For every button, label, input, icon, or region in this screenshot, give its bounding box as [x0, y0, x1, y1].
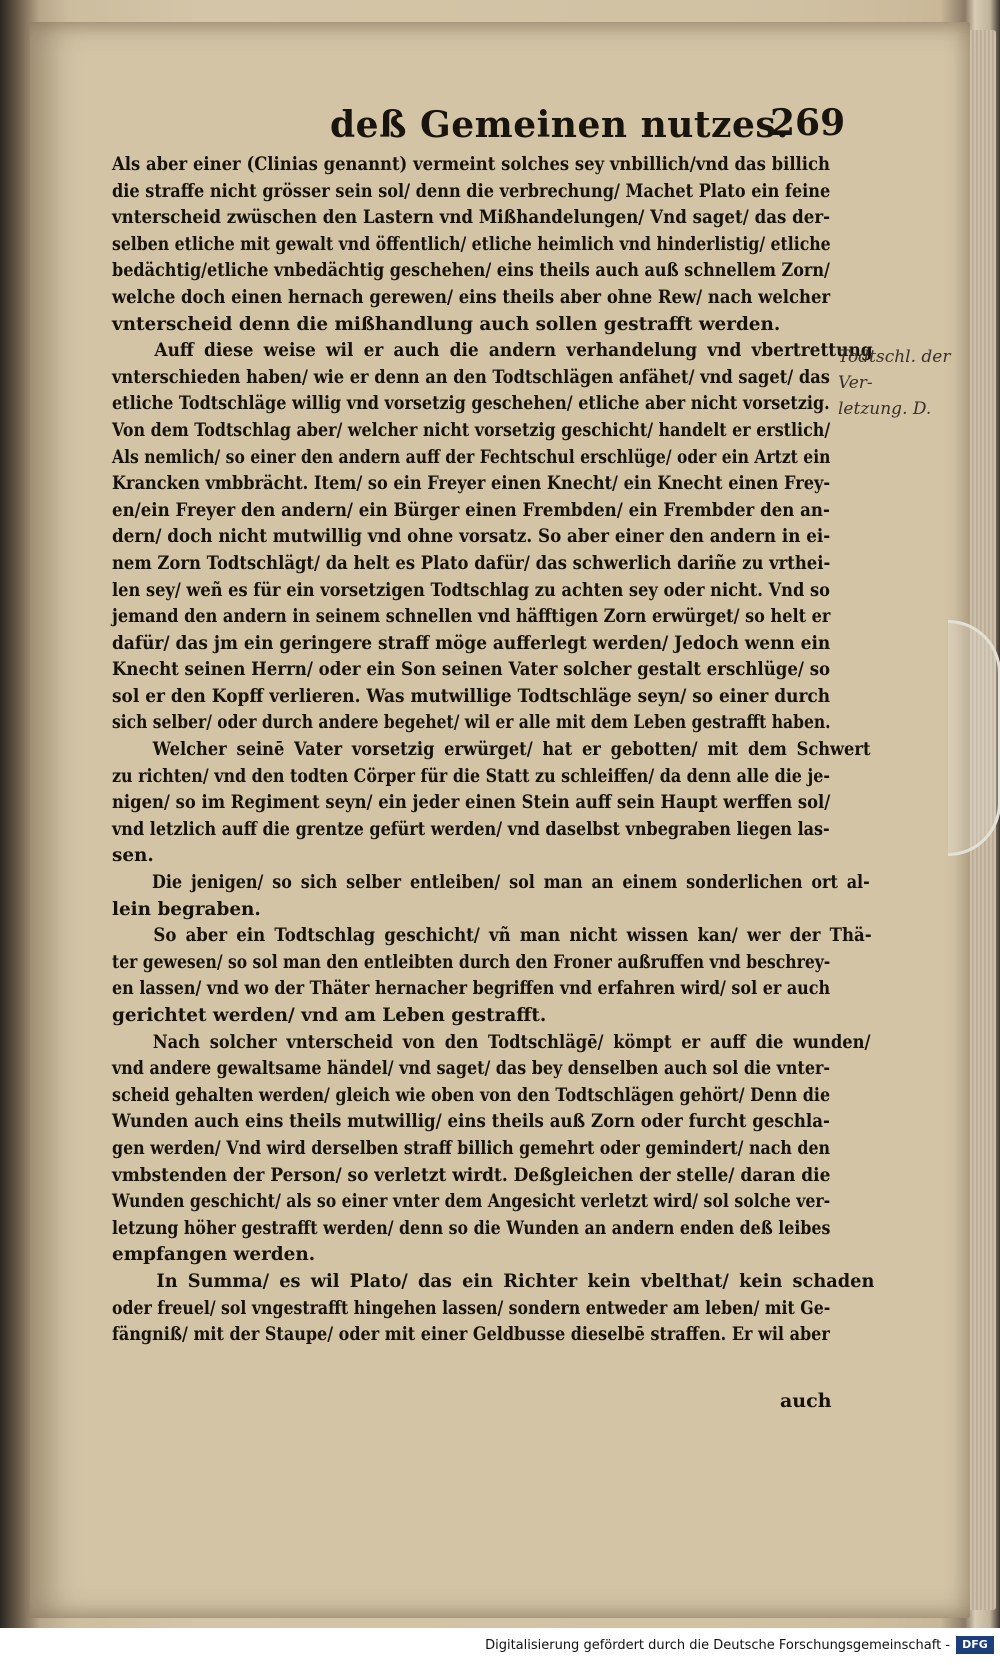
text-line: dern/ doch nicht mutwillig vnd ohne vorsatz. So aber einer den andern in ei- — [112, 526, 831, 548]
text-line: en lassen/ vnd wo der Thäter hernacher begriffen vnd erfahren wird/ sol er auch — [112, 978, 831, 1000]
text-line: Wunden geschicht/ als so einer vnter dem Angesicht verletzt wird/ sol solche ver- — [112, 1191, 831, 1213]
text-line: Welcher seinē Vater vorsetzig erwürget/ hat er gebotten/ mit dem Schwert — [152, 739, 871, 761]
text-line: selben etliche mit gewalt vnd öffentlich/ etliche heimlich vnd hinderlistig/ etliche — [112, 233, 831, 255]
text-line: vnterscheid denn die mißhandlung auch sollen gestrafft werden. — [112, 313, 781, 335]
text-line: vnd andere gewaltsame händel/ vnd saget/ das bey denselben auch sol die vnter- — [112, 1058, 830, 1080]
text-line: nigen/ so im Regiment seyn/ ein jeder einen Stein auff sein Haupt werffen sol/ — [112, 792, 831, 814]
page-header — [330, 100, 850, 160]
text-line: etliche Todtschläge willig vnd vorsetzig geschehen/ etliche aber nicht vorsetzig. — [112, 393, 830, 415]
book-page — [30, 22, 970, 1618]
page-number: 269 — [770, 102, 846, 144]
text-line: jemand den andern in seinem schnellen vnd häfftigen Zorn erwürget/ so helt er — [112, 606, 831, 628]
text-line: ter gewesen/ so sol man den entleibten durch den Froner außruffen vnd beschrey- — [112, 951, 831, 973]
text-line: Knecht seinen Herrn/ oder ein Son seinen Vater solcher gestalt erschlüge/ so — [112, 659, 831, 681]
text-line: Nach solcher vnterscheid von den Todtschlägē/ kömpt er auff die wunden/ — [152, 1031, 871, 1053]
text-line: fängniß/ mit der Staupe/ oder mit einer Geldbusse dieselbē straffen. Er wil aber — [112, 1324, 830, 1346]
text-line: oder freuel/ sol vngestrafft hingehen lassen/ sondern entweder am leben/ mit Ge- — [112, 1297, 831, 1319]
text-line: Von dem Todtschlag aber/ welcher nicht vorsetzig geschicht/ handelt er erstlich/ — [112, 419, 831, 441]
text-line: vnd letzlich auff die grentze gefürt werden/ vnd daselbst vnbegraben liegen las- — [112, 818, 830, 840]
text-line: vnterschieden haben/ wie er denn an den Todtschlägen anfähet/ vnd saget/ das — [112, 366, 830, 388]
text-line: letzung höher gestrafft werden/ denn so die Wunden an andern enden deß leibes — [112, 1217, 831, 1239]
text-line: sen. — [112, 845, 154, 867]
text-line: gen werden/ Vnd wird derselben straff billich gemehrt oder gemindert/ nach den — [112, 1137, 831, 1159]
text-line: Als nemlich/ so einer den andern auff der Fechtschul erschlüge/ oder ein Artzt ein — [112, 446, 831, 468]
text-line: Die jenigen/ so sich selber entleiben/ sol man an einem sonderlichen ort al- — [151, 872, 870, 894]
paper-clip — [948, 620, 1000, 856]
paragraph — [112, 152, 830, 338]
text-line: gerichtet werden/ vnd am Leben gestrafft. — [112, 1005, 547, 1026]
catchword: auch — [780, 1390, 832, 1412]
text-line: Auff diese weise wil er auch die andern verhandelung vnd vbertrettung — [154, 340, 873, 362]
text-line: welche doch einen hernach gerewen/ eins theils aber ohne Rew/ nach welcher — [112, 286, 831, 308]
paragraph — [112, 338, 873, 737]
text-line: scheid gehalten werden/ gleich wie oben von den Todtschlägen gehört/ Denn die — [112, 1084, 831, 1106]
text-line: len sey/ weñ es für ein vorsetzigen Todtschlag zu achten sey oder nicht. Vnd so — [112, 579, 830, 601]
footer-bar — [0, 1628, 1000, 1665]
dfg-logo: DFG — [956, 1636, 994, 1654]
paragraph — [112, 737, 871, 870]
paragraph — [112, 1030, 871, 1269]
text-line: en/ein Freyer den andern/ ein Bürger einen Frembden/ ein Frembder den an- — [112, 499, 830, 521]
text-line: die straffe nicht grösser sein sol/ denn die verbrechung/ Machet Plato ein feine — [112, 180, 831, 202]
text-line: So aber ein Todtschlag geschicht/ vñ man nicht wissen kan/ wer der Thä- — [153, 925, 872, 947]
body-text — [112, 152, 875, 1349]
margin-note-handwritten — [838, 344, 978, 422]
text-line: Als aber einer (Clinias genannt) vermeint solches sey vnbillich/vnd das billich — [112, 154, 830, 175]
paragraph — [112, 923, 872, 1029]
margin-note-line: letzung. D. — [838, 399, 932, 419]
paragraph — [112, 870, 870, 923]
text-line: sich selber/ oder durch andere begehet/ wil er alle mit dem Leben gestrafft haben. — [112, 712, 831, 734]
text-line: Wunden auch eins theils mutwillig/ eins theils auß Zorn oder furcht geschla- — [112, 1111, 830, 1133]
text-line: Krancken vmbbrächt. Item/ so ein Freyer einen Knecht/ ein Knecht einen Frey- — [112, 473, 831, 495]
margin-note-line: Todtschl. der Ver- — [838, 347, 951, 393]
text-line: In Summa/ es wil Plato/ das ein Richter kein vbelthat/ kein schaden — [156, 1270, 875, 1292]
text-line: lein begraben. — [112, 898, 261, 920]
text-line: sol er den Kopff verlieren. Was mutwillige Todtschläge seyn/ so einer durch — [112, 685, 831, 707]
paragraph — [112, 1269, 875, 1349]
text-line: empfangen werden. — [112, 1244, 316, 1266]
text-line: zu richten/ vnd den todten Cörper für die Statt zu schleiffen/ da denn alle die je- — [112, 765, 830, 787]
text-line: nem Zorn Todtschlägt/ da helt es Plato dafür/ das schwerlich dariñe zu vrthei- — [112, 552, 831, 574]
text-line: dafür/ das jm ein geringere straff möge aufferlegt werden/ Jedoch wenn ein — [112, 632, 831, 654]
text-line: bedächtig/etliche vnbedächtig geschehen/ eins theils auch auß schnellem Zorn/ — [112, 260, 830, 282]
text-line: vnterscheid zwüschen den Lastern vnd Mißhandelungen/ Vnd saget/ das der- — [112, 207, 831, 229]
text-line: vmbstenden der Person/ so verletzt wirdt. Deßgleichen der stelle/ daran die — [112, 1164, 831, 1186]
running-title: deß Gemeinen nutzes. — [330, 104, 790, 146]
footer-credit: Digitalisierung gefördert durch die Deutsche Forschungsgemeinschaft - — [485, 1638, 950, 1653]
